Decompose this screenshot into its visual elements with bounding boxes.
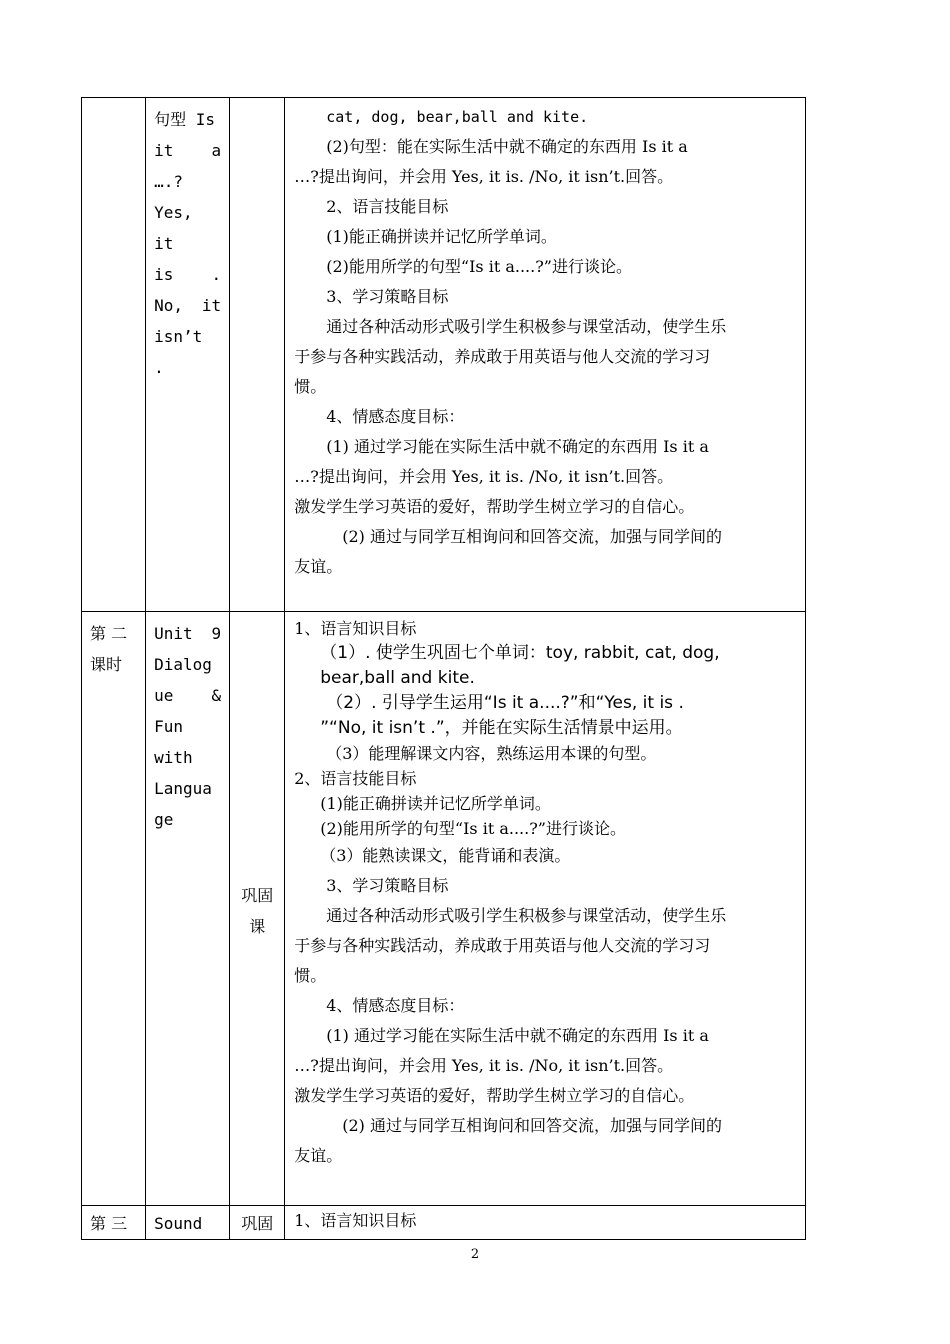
topic-line: Fun [154,717,183,736]
topic-line: is . [154,265,222,284]
objective-line: (1) 通过学习能在实际生活中就不确定的东西用 Is it a [326,437,709,456]
objective-line: bear,ball and kite. [320,668,475,688]
section-heading: 2、语言技能目标 [326,197,449,216]
objective-line: ”“No, it isn’t .”，并能在实际生活情景中运用。 [320,718,683,738]
topic-line: No, it [154,296,222,315]
objective-line: (1) 通过学习能在实际生活中就不确定的东西用 Is it a [326,1026,709,1045]
objective-line: 惯。 [294,966,327,985]
topic-line: Sound [154,1214,203,1233]
topic-line: ge [154,810,174,829]
topic-line: with [154,748,193,767]
lesson-type: 巩固 [241,1214,274,1233]
section-heading: 1、语言知识目标 [294,1211,417,1230]
objective-line: 于参与各种实践活动，养成敢于用英语与他人交流的学习习 [294,347,711,366]
table-row [82,1206,806,1240]
objective-line: (2)句型：能在实际生活中就不确定的东西用 Is it a [326,137,688,156]
objectives-cell [285,98,806,612]
table-row [82,98,806,612]
section-heading: 4、情感态度目标： [326,996,465,1015]
objective-line: 友谊。 [294,1146,343,1165]
lesson-plan-table [81,97,806,1240]
section-heading: 3、学习策略目标 [326,287,449,306]
objective-line: 于参与各种实践活动，养成敢于用英语与他人交流的学习习 [294,936,711,955]
objective-line: 友谊。 [294,557,343,576]
section-heading: 1、语言知识目标 [294,619,417,638]
type-cell [230,98,285,612]
topic-line: Langua [154,779,212,798]
objective-line: (2)能用所学的句型“Is it a....?”进行谈论。 [326,257,632,276]
section-heading: 3、学习策略目标 [326,876,449,895]
topic-line: Yes, [154,203,193,222]
topic-line: it a [154,141,222,160]
objective-line: 通过各种活动形式吸引学生积极参与课堂活动，使学生乐 [326,906,727,925]
topic-line: . [154,358,164,377]
lesson-label: 第 二 [90,624,128,643]
objective-line: cat, dog, bear,ball and kite. [326,108,589,126]
objective-line: (1)能正确拼读并记忆所学单词。 [326,227,557,246]
objective-line: 激发学生学习英语的爱好，帮助学生树立学习的自信心。 [294,497,695,516]
objective-line: …?提出询问，并会用 Yes, it is. /No, it isn’t.回答。 [294,467,674,486]
objectives-cell [285,612,806,1206]
lesson-label: 第 三 [90,1214,128,1233]
objective-line: …?提出询问，并会用 Yes, it is. /No, it isn’t.回答。 [294,1056,674,1075]
lesson-cell [82,612,146,1206]
section-heading: 4、情感态度目标： [326,407,465,426]
objective-line: （2）. 引导学生运用“Is it a....?”和“Yes, it is . [326,693,684,713]
page-number: 2 [470,1247,480,1262]
objective-line: …?提出询问，并会用 Yes, it is. /No, it isn’t.回答。 [294,167,674,186]
topic-line: Dialog [154,655,212,674]
objective-line: 通过各种活动形式吸引学生积极参与课堂活动，使学生乐 [326,317,727,336]
topic-cell [146,98,230,612]
topic-cell [146,612,230,1206]
topic-cell [146,1206,230,1240]
section-heading: 2、语言技能目标 [294,769,417,788]
objective-line: (2)能用所学的句型“Is it a....?”进行谈论。 [320,819,626,838]
objective-line: 激发学生学习英语的爱好，帮助学生树立学习的自信心。 [294,1086,695,1105]
objective-line: （3）能熟读课文，能背诵和表演。 [320,846,571,865]
lesson-type: 巩固 [241,886,274,905]
type-cell [230,612,285,1206]
objective-line: (2) 通过与同学互相询问和回答交流，加强与同学间的 [342,527,723,546]
lesson-label: 课时 [90,655,123,674]
lesson-type: 课 [249,917,266,936]
topic-line: it [154,234,174,253]
objective-line: (1)能正确拼读并记忆所学单词。 [320,794,551,813]
type-cell [230,1206,285,1240]
objective-line: （3）能理解课文内容，熟练运用本课的句型。 [326,744,657,763]
lesson-cell [82,98,146,612]
topic-line: Unit 9 [154,624,222,643]
topic-line: ….? [154,172,183,191]
table-row [82,612,806,1206]
topic-line: isn’t [154,327,203,346]
objective-line: (2) 通过与同学互相询问和回答交流，加强与同学间的 [342,1116,723,1135]
objectives-cell [285,1206,806,1240]
topic-line: ue & [154,686,222,705]
lesson-cell [82,1206,146,1240]
topic-line: 句型 Is [154,110,215,129]
objective-line: （1）. 使学生巩固七个单词：toy, rabbit, cat, dog, [320,643,720,663]
objective-line: 惯。 [294,377,327,396]
